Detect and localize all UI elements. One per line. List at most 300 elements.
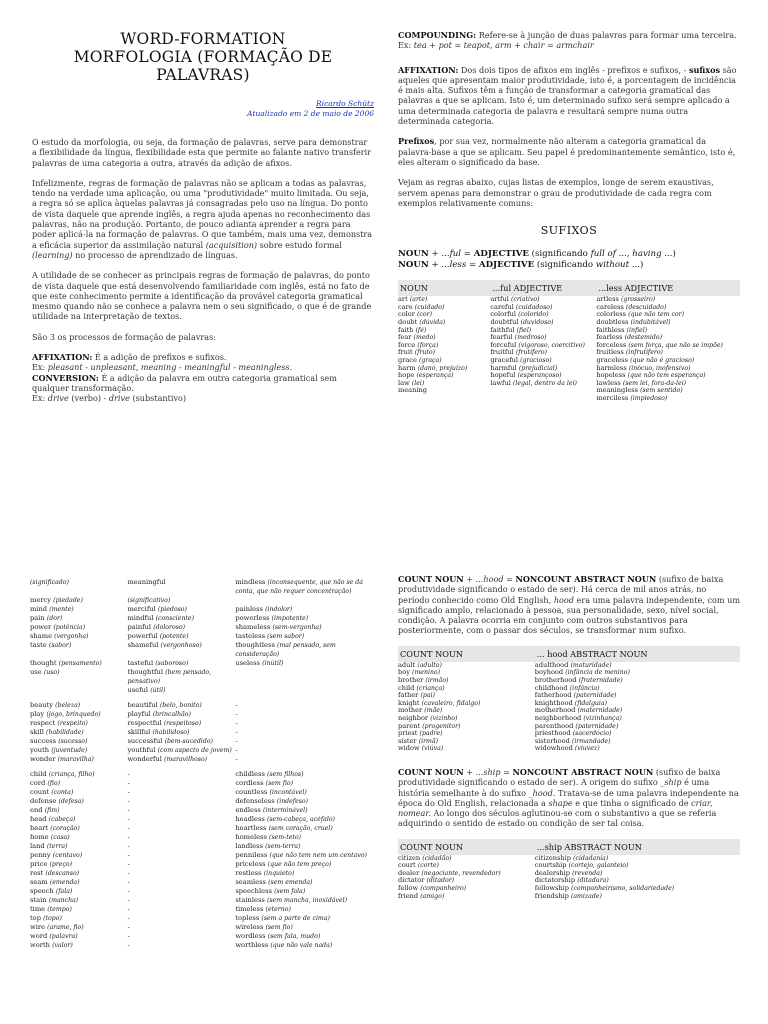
table-cell [535, 745, 740, 753]
table-cell [490, 380, 596, 388]
word: tasteful [127, 659, 154, 667]
word: father [398, 691, 419, 700]
table-cell [235, 755, 378, 764]
table-cell [127, 914, 235, 923]
word: defense [30, 797, 57, 805]
word: shame [30, 632, 53, 640]
translation: (cavaleiro, fidalgo) [421, 699, 481, 707]
table-cell [127, 806, 235, 815]
rules-paragraph: Vejam as regras abaixo, cujas listas de exemplos, longe de serem exaustivas, servem apenas para demonstrar o grau de produtividade de cada regra com exemplos relativamente comuns: [398, 177, 714, 208]
word: beautiful [127, 701, 158, 709]
word: power [30, 623, 52, 631]
word: use [30, 668, 42, 676]
table-row [30, 914, 378, 923]
table-row [30, 659, 378, 668]
table-cell [127, 878, 235, 887]
table-cell [235, 833, 378, 842]
table-row [398, 311, 740, 319]
translation: (sem mancha, inoxidável) [266, 897, 348, 904]
table-cell [30, 746, 127, 755]
column-header: ... hood ABSTRACT NOUN [535, 646, 740, 662]
word: priesthood [534, 729, 571, 738]
translation: (cuidado) [414, 303, 445, 311]
table-row [398, 327, 740, 335]
table-cell [30, 797, 130, 806]
translation: (sem lei, fora-da-lei) [622, 379, 687, 387]
translation: (tempo) [47, 906, 72, 913]
word: stain [30, 896, 47, 904]
table-row [398, 745, 740, 753]
word: childless [235, 770, 265, 778]
word: skillful [127, 728, 151, 736]
translation: (dúvida) [419, 318, 446, 326]
word: widowhood [534, 744, 573, 753]
translation: (fala) [55, 888, 73, 895]
table-row [30, 833, 378, 842]
table-row [30, 641, 378, 659]
translation: (companheiro) [420, 885, 467, 893]
translation: (indefeso) [276, 798, 309, 805]
translation: (significativo) [127, 597, 171, 604]
translation: (que não vale nada) [270, 942, 333, 949]
translation: (medroso) [514, 334, 547, 342]
table-cell [30, 788, 130, 797]
table-row [30, 887, 378, 896]
word: knighthood [534, 698, 573, 707]
word: cordless [235, 779, 264, 787]
word: useful [127, 686, 149, 694]
word: dictatorship [534, 876, 576, 885]
table-cell [127, 614, 235, 623]
table-row [30, 842, 378, 851]
word: wireless [235, 923, 264, 931]
word: - [127, 860, 130, 868]
word: meaning [398, 386, 427, 395]
table-cell [30, 719, 127, 728]
translation: (brincalhão) [152, 711, 191, 718]
word: meaningless [596, 386, 639, 395]
rule-less: NOUN + ...less = ADJECTIVE (significando without ...) [398, 259, 644, 270]
word: speechless [235, 887, 272, 895]
translation: (fé) [415, 326, 427, 334]
word: powerful [127, 632, 158, 640]
translation: (companheirismo, solidariedade) [571, 885, 675, 893]
table-cell [30, 710, 127, 719]
word: worthless [235, 941, 269, 949]
table-header-row [398, 839, 740, 855]
translation: (interminável) [262, 807, 308, 814]
translation: (sucesso) [58, 738, 88, 745]
word: color [398, 310, 415, 319]
translation: (pensamento) [58, 660, 102, 667]
table-cell [127, 788, 235, 797]
table-cell [30, 878, 130, 887]
table-cell [30, 932, 130, 941]
word: adulthood [534, 660, 569, 669]
translation: (colorido) [518, 311, 549, 319]
table-cell [127, 755, 238, 764]
word: child [398, 683, 415, 692]
translation: (irmandade) [571, 737, 611, 745]
conversion-example: Ex: drive (verbo) - drive (substantivo) [32, 393, 187, 404]
translation: (doloroso) [153, 624, 186, 631]
table-cell [127, 851, 235, 860]
translation: (gracioso) [520, 356, 552, 364]
word: fruitful [490, 348, 514, 357]
translation: (irmã) [418, 737, 439, 745]
word: lawless [596, 378, 621, 387]
word: successful [127, 737, 163, 745]
translation: (medo) [413, 334, 436, 342]
translation: (habilidade) [46, 729, 84, 736]
table-cell [127, 824, 235, 833]
word: merciful [127, 605, 156, 613]
table-cell [30, 641, 127, 659]
translation: (adulto) [417, 661, 442, 669]
prefix-paragraph: Prefixos, por sua vez, normalmente não alteram a categoria gramatical da palavra-base a que se aplicam. Seu papel é predominantemente semântico, isto é, eles alteram o significado da base. [398, 136, 736, 167]
table-row [398, 342, 740, 350]
table-cell [490, 387, 596, 395]
translation: (dor) [46, 615, 63, 622]
table-cell [235, 860, 378, 869]
translation: (topo) [43, 915, 62, 922]
translation: (impiedoso) [630, 394, 668, 402]
translation: (cortejo, galanteio) [568, 862, 629, 870]
word: seamless [235, 878, 266, 886]
translation: (pai) [420, 692, 435, 700]
word: grace [398, 355, 417, 364]
table-row [30, 605, 378, 614]
word: law [398, 378, 410, 387]
translation: (sem sentido) [640, 387, 683, 395]
column-header: ...ful ADJECTIVE [490, 280, 596, 296]
translation: (ditador) [426, 877, 455, 885]
word: count [30, 788, 50, 796]
table-row [398, 349, 740, 357]
table-cell [30, 596, 127, 605]
table-cell [235, 728, 378, 737]
hood-table [398, 646, 740, 753]
word: painful [127, 623, 152, 631]
translation: (criança, filho) [48, 771, 95, 778]
page-1-intro [0, 0, 384, 512]
word: hopeful [490, 371, 516, 380]
word: merciless [596, 393, 629, 402]
word: wonder [30, 755, 56, 763]
table-row [398, 380, 740, 388]
page-4-hood-ship [384, 512, 768, 1024]
word: respect [30, 719, 56, 727]
table-cell [30, 842, 130, 851]
table-row [30, 770, 378, 779]
table-row [30, 905, 378, 914]
translation: (cor) [417, 311, 432, 319]
word: art [398, 295, 408, 304]
word: hope [398, 371, 415, 380]
translation: (defesa) [58, 798, 84, 805]
word: doubtful [490, 317, 519, 326]
document-title: WORD-FORMATION MORFOLOGIA (FORMAÇÃO DE PALAVRAS) [73, 30, 333, 84]
translation: (vigoroso, coercitivo) [518, 341, 585, 349]
table-cell [235, 668, 378, 686]
table-cell [30, 614, 127, 623]
table-cell [127, 578, 235, 596]
translation: (juventude) [51, 747, 88, 754]
table-cell [30, 578, 127, 596]
affixation-definition: AFFIXATION: É a adição de prefixos e sufixos. [32, 352, 227, 363]
table-header-row [398, 280, 740, 296]
word: defenseless [235, 797, 275, 805]
word: harm [398, 363, 416, 372]
translation: (maturidade) [570, 661, 612, 669]
translation: (maravilhoso) [164, 756, 208, 763]
translation: (descanso) [45, 870, 80, 877]
translation: (criança) [416, 684, 445, 692]
translation: (que não tem esperança) [627, 372, 706, 380]
word: mindful [127, 614, 154, 622]
table-cell [235, 623, 378, 632]
translation: (graça) [419, 356, 442, 364]
translation: (conta) [51, 789, 74, 796]
word: youth [30, 746, 50, 754]
translation: (sem a parte de cima) [261, 915, 330, 922]
word: - [127, 842, 130, 850]
table-cell [235, 842, 378, 851]
word: homeless [235, 833, 267, 841]
translation: (inquieto) [263, 870, 295, 877]
word: widow [398, 744, 420, 753]
word: - [235, 755, 238, 763]
rule-ful: NOUN + ...ful = ADJECTIVE (significando full of ..., having ...) [398, 249, 676, 260]
table-cell [398, 677, 535, 685]
table-cell [30, 824, 130, 833]
word: dealer [398, 868, 420, 877]
table-row [30, 746, 378, 755]
translation: (amizade) [570, 892, 602, 900]
word: motherhood [534, 706, 576, 715]
word: forceful [490, 340, 517, 349]
translation: (amigo) [420, 892, 445, 900]
word: friend [398, 891, 419, 900]
translation: (lei) [411, 379, 425, 387]
table-cell [235, 701, 378, 710]
column-header: COUNT NOUN [398, 646, 535, 662]
table-row [30, 932, 378, 941]
table-cell [127, 737, 238, 746]
table-cell [127, 797, 235, 806]
translation: (negociante, revendedor) [421, 869, 501, 877]
table-cell [127, 686, 235, 695]
word: mother [398, 706, 423, 715]
table-cell [235, 887, 378, 896]
table-cell [30, 686, 127, 695]
word: - [127, 869, 130, 877]
word: taste [30, 641, 47, 649]
translation: (maravilha) [57, 756, 94, 763]
affixation-example: Ex: pleasant - unpleasant, meaning - meaningful - meaningless. [32, 362, 293, 373]
translation: (infiel) [626, 326, 648, 334]
translation: (indolor) [265, 606, 293, 613]
word: friendship [534, 891, 569, 900]
word: respectful [127, 719, 162, 727]
word: faith [398, 325, 414, 334]
word: thoughtless [235, 641, 275, 649]
intro-paragraph-4: São 3 os processos de formação de palavras: [32, 331, 216, 342]
table-row [398, 334, 740, 342]
table-row [30, 737, 378, 746]
word: powerless [235, 614, 270, 622]
table-row [398, 319, 740, 327]
table-cell [235, 578, 378, 596]
table-cell [235, 788, 378, 797]
word: thoughtful [127, 668, 163, 676]
table-cell [127, 623, 235, 632]
table-cell [30, 806, 130, 815]
table-row [30, 728, 378, 737]
translation: (inconsequente, que não se dá conta, que não requer concentração) [235, 579, 363, 595]
translation: (sem fio) [265, 780, 294, 787]
translation: (frutífero) [515, 349, 548, 357]
word: - [127, 806, 130, 814]
ship-rule-paragraph: COUNT NOUN + ...ship = NONCOUNT ABSTRACT NOUN (sufixo de baixa produtividade significando o estado de ser). A origem do sufixo _ship é uma história semelhante à do sufixo _hood. Tratava-se de uma palavra independente na época do Old English, relacionada a shape e que tinha o significado de criar, nomear. Ao longo dos séculos aglutinou-se com o substantivo a que se referia adquirindo o sentido de estado ou condição de ser tal coisa. [398, 766, 739, 829]
word: colorful [490, 310, 517, 319]
column-header: COUNT NOUN [398, 839, 535, 855]
word: worth [30, 941, 50, 949]
table-cell [235, 914, 378, 923]
table-row [30, 824, 378, 833]
word: painless [235, 605, 263, 613]
word: graceful [490, 355, 519, 364]
translation: (força) [417, 341, 439, 349]
translation: (fiel) [516, 326, 532, 334]
word: rest [30, 869, 44, 877]
table-row [30, 755, 378, 764]
translation: (inócuo, inofensivo) [628, 364, 691, 372]
table-cell [30, 701, 127, 710]
table-row [398, 304, 740, 312]
table-cell [127, 923, 235, 932]
table-cell [30, 887, 130, 896]
word: word [30, 932, 48, 940]
table-cell [596, 395, 740, 403]
table-cell [127, 641, 235, 659]
word: - [127, 878, 130, 886]
table-cell [235, 941, 378, 950]
translation: (sem filhos) [267, 771, 304, 778]
word: - [127, 896, 130, 904]
table-cell [127, 770, 235, 779]
table-cell [398, 893, 535, 901]
table-cell [398, 395, 490, 403]
translation: (palavra) [49, 933, 78, 940]
translation: (ditadura) [577, 877, 609, 885]
word: play [30, 710, 45, 718]
translation: (esperança) [416, 372, 454, 380]
translation: (destemido) [624, 334, 662, 342]
translation: (sem-teto) [269, 834, 302, 841]
intro-paragraph-2: Infelizmente, regras de formação de palavras não se aplicam a todas as palavras, tendo na verdade uma aplicação, ou uma "produtividade" muito limitada. Ou seja, a regra só se aplica àquelas palavras já consagradas pelo uso na língua. Do ponto de vista daquele que aprende inglês, a regra ajuda apenas no reconhecimento das palavras, não na produção. Portanto, de pouco adianta aprender a regra para poder aplicá-la na formação de palavras. O que também, mais uma vez, demonstra a eficácia superior da assimilação natural (acquisition) sobre estudo formal (learning) no processo de aprendizado de línguas. [32, 177, 373, 260]
word: brother [398, 675, 424, 684]
translation: (emenda) [49, 879, 80, 886]
table-cell [235, 605, 378, 614]
word: citizen [398, 853, 421, 862]
translation: (mal pensado, sem consideração) [235, 642, 336, 658]
word: careless [596, 302, 624, 311]
word: - [127, 941, 130, 949]
table-row [30, 788, 378, 797]
word: penniless [235, 851, 268, 859]
word: graceless [596, 355, 629, 364]
translation: (piedoso) [157, 606, 187, 613]
table-row [30, 596, 378, 605]
translation: (descuidado) [625, 303, 667, 311]
translation: (grosseiro) [620, 296, 656, 304]
table-row [30, 779, 378, 788]
table-cell [235, 779, 378, 788]
word: fearful [490, 333, 513, 342]
word: countless [235, 788, 268, 796]
conversion-definition: CONVERSION: É a adição da palavra em outra categoria gramatical sem qualquer transformação. [32, 372, 337, 393]
word: - [127, 833, 130, 841]
column-header: ...ship ABSTRACT NOUN [535, 839, 740, 855]
translation: (potência) [53, 624, 86, 631]
table-cell [127, 710, 238, 719]
word: faithful [490, 325, 515, 334]
word: skill [30, 728, 44, 736]
table-cell [30, 779, 130, 788]
intro-paragraph-1: O estudo da morfologia, ou seja, da formação de palavras, serve para demonstrar a flexibilidade da língua, flexibilidade esta que permite ao falante nativo transferir palavras de uma categoria a outra, através da adição de afixos. [32, 137, 372, 168]
table-cell [235, 710, 378, 719]
table-row [398, 296, 740, 304]
page-2-affixation [384, 0, 768, 512]
translation: (vizinhança) [583, 714, 622, 722]
word: childhood [534, 683, 568, 692]
word: mindless [235, 578, 266, 586]
word: penny [30, 851, 51, 859]
word: land [30, 842, 45, 850]
word: fellowship [534, 884, 569, 893]
word: thought [30, 659, 57, 667]
translation: (paternidade) [575, 722, 619, 730]
table-cell [30, 860, 130, 869]
word: care [398, 302, 413, 311]
word: pain [30, 614, 45, 622]
table-row [30, 860, 378, 869]
table-cell [235, 851, 378, 860]
translation: (criativo) [510, 296, 540, 304]
table-cell [235, 719, 378, 728]
word: neighbor [398, 713, 429, 722]
table-cell [30, 728, 127, 737]
table-cell [235, 797, 378, 806]
word: fruitless [596, 348, 624, 357]
word: hopeless [596, 371, 626, 380]
translation: (eterno) [265, 906, 291, 913]
word: dictator [398, 876, 425, 885]
table-cell [30, 623, 127, 632]
table-cell [127, 833, 235, 842]
table-cell [127, 815, 235, 824]
table-cell [127, 869, 235, 878]
table-cell [127, 659, 235, 668]
table-cell [235, 824, 378, 833]
author-link[interactable]: Ricardo Schütz [316, 99, 374, 108]
word: - [235, 701, 238, 709]
word: court [398, 861, 416, 870]
word: fellow [398, 884, 419, 893]
table-row [30, 614, 378, 623]
table-cell [235, 932, 378, 941]
